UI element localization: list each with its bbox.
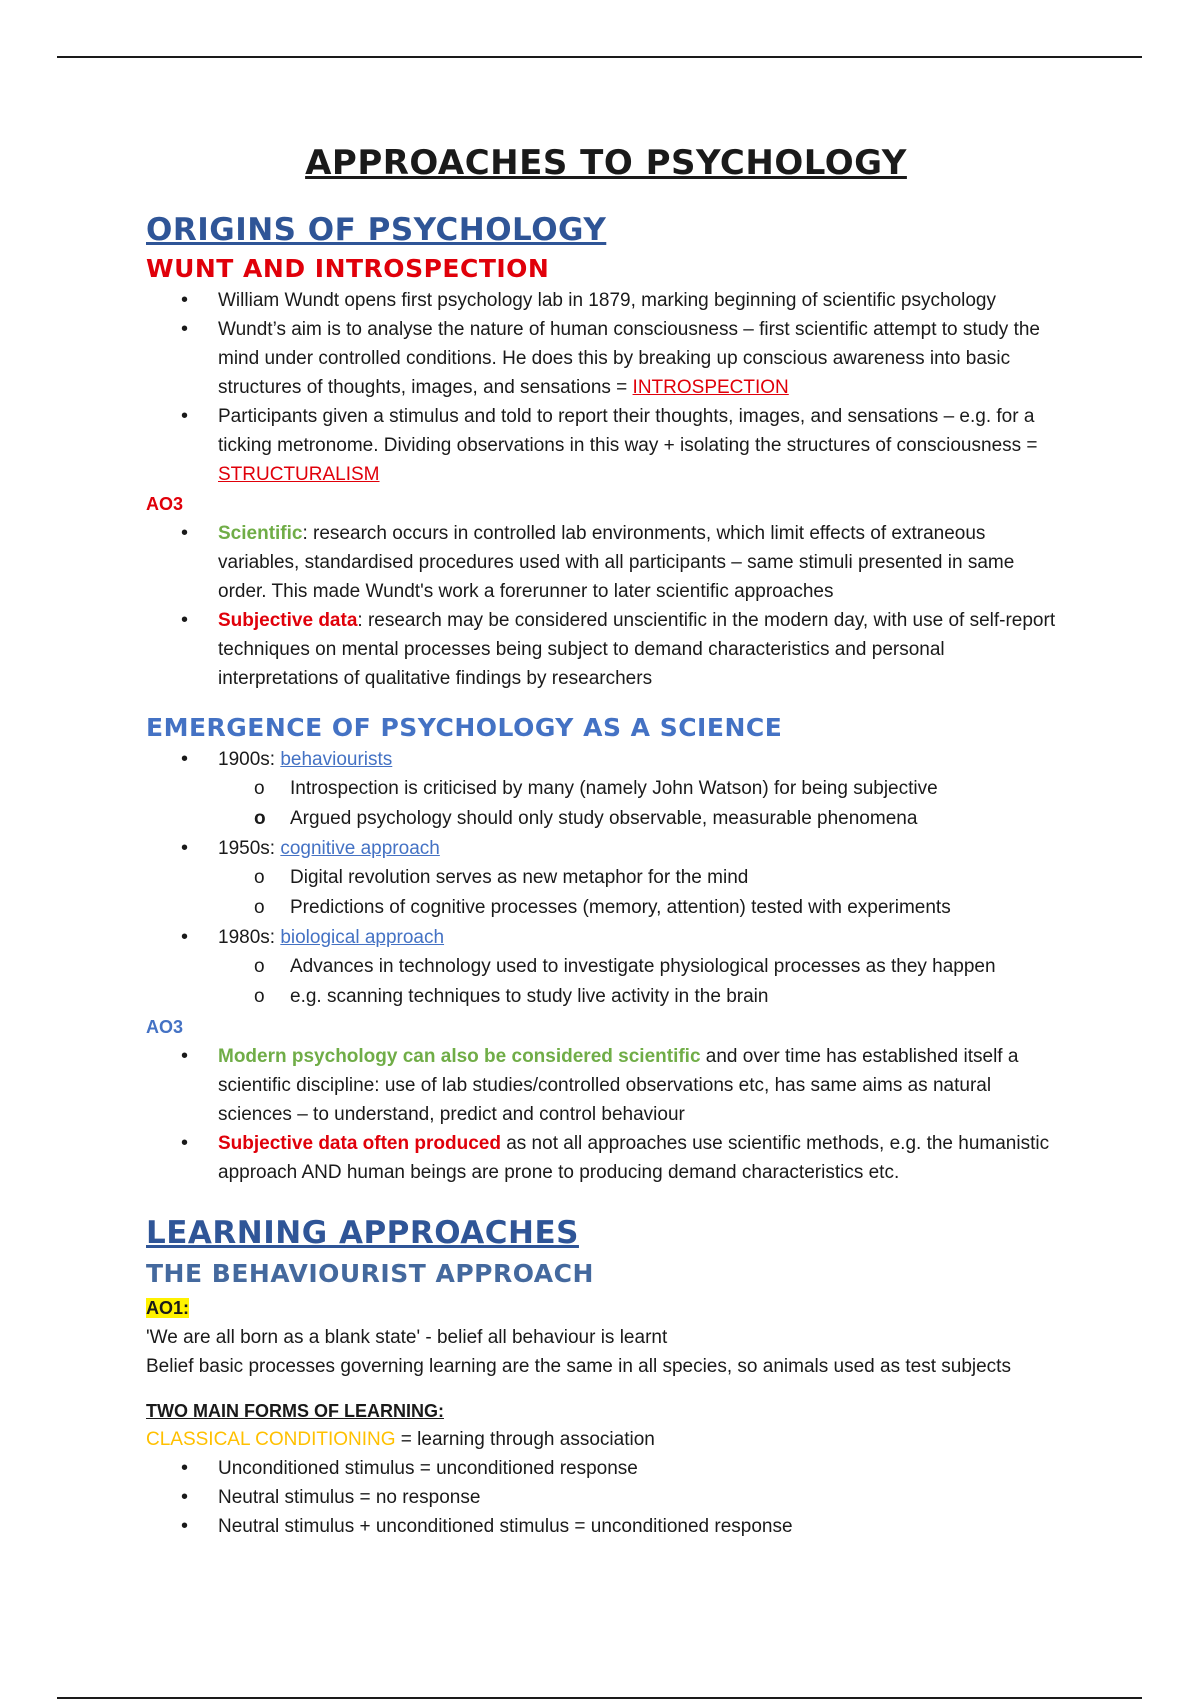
sub-list — [146, 774, 1066, 834]
list-item: o Digital revolution serves as new metaphor for the mind — [254, 867, 749, 888]
list-item: • 1950s: cognitive approach — [146, 834, 1066, 863]
list-item: o e.g. scanning techniques to study live activity in the brain — [254, 986, 769, 1007]
list-item: o Advances in technology used to investigate physiological processes as they happen — [254, 956, 996, 977]
wundt-ao3-list — [146, 519, 1066, 693]
wundt-bullet-list — [146, 286, 1066, 489]
list-item: • Subjective data often produced as not all approaches use scientific methods, e.g. the humanistic approach AND human beings are prone to producing demand characteristics etc. — [146, 1129, 1066, 1187]
list-item: • Subjective data: research may be considered unscientific in the modern day, with use of self-report techniques on mental processes being subject to demand characteristics and personal interpretations of qualitative findings by researchers — [146, 606, 1066, 693]
emergence-list — [146, 923, 1066, 952]
sub-list — [146, 863, 1066, 923]
behaviourist-heading: THE BEHAVIOURIST APPROACH — [146, 1259, 594, 1288]
ao3-label: AO3 — [146, 494, 184, 514]
list-item: • 1980s: biological approach — [146, 923, 1066, 952]
forms-heading: TWO MAIN FORMS OF LEARNING: — [146, 1401, 444, 1421]
biological-approach-link[interactable]: biological approach — [280, 927, 445, 948]
list-item: • Scientific: research occurs in controlled lab environments, which limit effects of extraneous variables, standardised procedures used with all participants – same stimuli presented in same order. This made Wundt's work a forerunner to later scientific approaches — [146, 519, 1066, 606]
wundt-heading: WUNT AND INTROSPECTION — [146, 254, 550, 283]
cognitive-approach-link[interactable]: cognitive approach — [280, 838, 440, 859]
list-item: o Introspection is criticised by many (namely John Watson) for being subjective — [254, 778, 938, 799]
origins-heading: ORIGINS OF PSYCHOLOGY — [146, 212, 607, 248]
behaviourists-link[interactable]: behaviourists — [280, 749, 393, 770]
bottom-rule — [57, 1697, 1142, 1699]
species-line: Belief basic processes governing learning are the same in all species, so animals used as test subjects — [146, 1356, 1011, 1377]
list-item: o Predictions of cognitive processes (memory, attention) tested with experiments — [254, 897, 951, 918]
list-item: • Participants given a stimulus and told to report their thoughts, images, and sensations – e.g. for a ticking metronome. Dividing observations in this way + isolating the structures of consciousness = STRUCTURALISM — [146, 402, 1066, 489]
top-rule — [57, 56, 1142, 58]
emergence-list — [146, 745, 1066, 774]
list-item: • Neutral stimulus + unconditioned stimulus = unconditioned response — [146, 1512, 1066, 1541]
classical-list — [146, 1454, 1066, 1541]
structuralism-term: STRUCTURALISM — [218, 464, 380, 485]
list-item: • William Wundt opens first psychology lab in 1879, marking beginning of scientific psychology — [146, 286, 1066, 315]
emergence-list — [146, 834, 1066, 863]
emergence-heading: EMERGENCE OF PSYCHOLOGY AS A SCIENCE — [146, 713, 783, 742]
emergence-ao3-list — [146, 1042, 1066, 1187]
list-item: • Wundt’s aim is to analyse the nature of human consciousness – first scientific attempt to study the mind under controlled conditions. He does this by breaking up conscious awareness into basic structures of thoughts, images, and sensations = INTROSPECTION — [146, 315, 1066, 402]
classical-conditioning-term: CLASSICAL CONDITIONING — [146, 1429, 396, 1450]
learning-approaches-heading: LEARNING APPROACHES — [146, 1215, 579, 1251]
document-title: APPROACHES TO PSYCHOLOGY — [305, 143, 907, 183]
sub-list — [146, 952, 1066, 1012]
list-item: • Neutral stimulus = no response — [146, 1483, 1066, 1512]
ao1-label: AO1: — [146, 1298, 190, 1318]
list-item: o Argued psychology should only study observable, measurable phenomena — [254, 808, 918, 829]
list-item: • 1900s: behaviourists — [146, 745, 1066, 774]
list-item: • Unconditioned stimulus = unconditioned response — [146, 1454, 1066, 1483]
blank-state-line: 'We are all born as a blank state' - belief all behaviour is learnt — [146, 1327, 668, 1348]
list-item: • Modern psychology can also be considered scientific and over time has established itself a scientific discipline: use of lab studies/controlled observations etc, has same aims as natural sciences – to understand, predict and control behaviour — [146, 1042, 1066, 1129]
classical-conditioning-line: CLASSICAL CONDITIONING = learning through association — [146, 1429, 655, 1450]
ao3-label: AO3 — [146, 1017, 184, 1037]
introspection-term: INTROSPECTION — [632, 377, 789, 398]
document-page — [146, 140, 1066, 1541]
